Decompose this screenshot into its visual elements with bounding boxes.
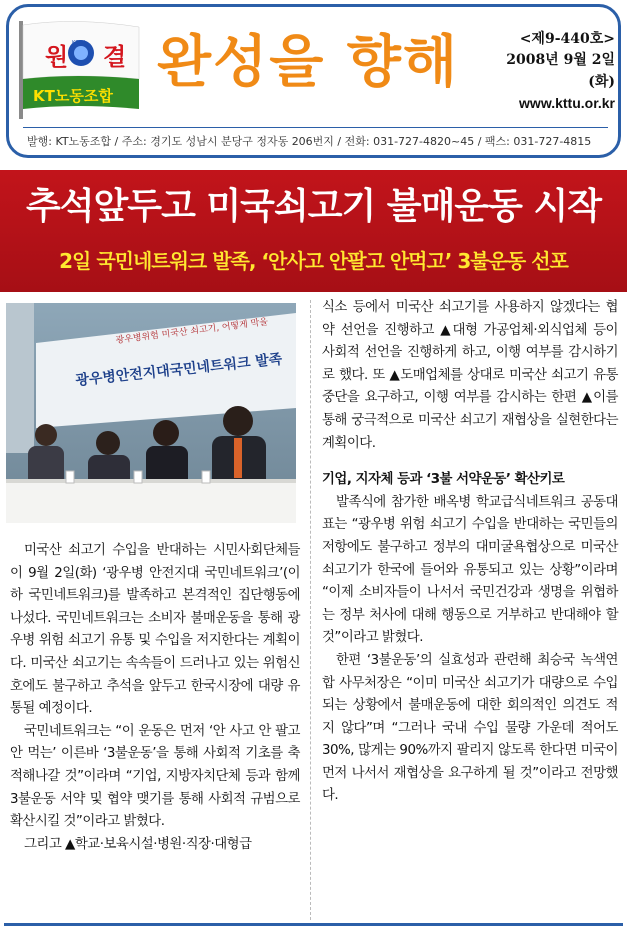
issue-number: <제9-440호> [519, 31, 615, 47]
photo-illustration [6, 303, 296, 523]
article-paragraph: 발족식에 참가한 배옥병 학교급식네트워크 공동대표는 “광우병 위험 쇠고기 수입을 반대하는 국민들의 저항에도 불구하고 정부의 대미굴욕협상으로 미국산 쇠고기가 한국에 들어와 유통되고 있는 상황”이라며 “이제 소비자들이 나서서 국민건강과 생명을 위협하는 정부 처사에 대해 행동으로 거부하고 반대해야 할 것”이라고 밝혔다. [322, 494, 618, 646]
issue-info [495, 29, 615, 113]
sub-headline: 2일 국민네트워크 발족, ‘안사고 안팔고 안먹고’ 3불운동 선포 [59, 249, 568, 273]
article-paragraph: 미국산 쇠고기 수입을 반대하는 시민사회단체들이 9월 2일(화) ‘광우병 안전지대 국민네트워크’(이하 국민네트워크)를 발족하고 본격적인 집단행동에 나섰다. 국민네트워크는 소비자 불매운동을 통해 광우병 위험 쇠고기 유통 및 수입을 저지한다는 계획이다. 미국산 쇠고기는 속속들이 드러나고 있는 위험신호에도 불구하고 추석을 앞두고 한국시장에 대량 유통될 예정이다. [10, 543, 300, 717]
article-paragraph: 그리고 ▲학교·보육시설·병원·직장·대형급 [24, 836, 252, 852]
masthead-divider [23, 127, 608, 128]
article-right-column [322, 297, 618, 808]
headline-banner [0, 170, 627, 292]
photo-banner-line2: 광우병안전지대국민네트워크 발족 [74, 351, 284, 389]
article-paragraph-continued: 식소 등에서 미국산 쇠고기를 사용하지 않겠다는 협약 선언을 진행하고 ▲대형 가공업체·외식업체 등이 사회적 선언을 진행하게 하고, 이행 여부를 감시하기로 했다. 또 ▲도매업체를 상대로 미국산 쇠고기 유통중단을 요구하고, 이행 여부를 감시하는 한편 ▲이를 통해 궁극적으로 미국산 쇠고기 재협상을 실현한다는 계획이다. [322, 300, 618, 451]
flag-text-top: 원 [45, 42, 69, 71]
flag-logo-text: KTTU [72, 40, 86, 46]
footer-rule [4, 923, 623, 926]
union-flag-logo [15, 17, 145, 121]
section-heading: 기업, 지자체 등과 ‘3불 서약운동’ 확산키로 [322, 472, 565, 488]
publisher-info: 발행: KT노동조합 / 주소: 경기도 성남시 분당구 정자동 206번지 / 전화: 031-727-4820~45 / 팩스: 031-727-4815 [27, 135, 592, 148]
newspaper-title: 완성을 향해 [157, 30, 459, 95]
article-paragraph: 한편 ‘3불운동’의 실효성과 관련해 최승국 녹색연합 사무처장은 “이미 미국산 쇠고기가 대량으로 수입되는 상황에서 불매운동에 대한 회의적인 의견도 적지 않다”며 “그러나 국내 수입 물량 가운데 적어도 30%, 많게는 90%까지 팔리지 않도록 한다면 미국이 먼저 나서서 재협상을 요구하게 될 것”이라고 전망했다. [322, 652, 618, 804]
flag-text-bottom: KT노동조합 [33, 87, 113, 105]
main-headline: 추석앞두고 미국쇠고기 불매운동 시작 [25, 186, 602, 227]
column-divider [310, 300, 311, 920]
flag-icon [15, 17, 145, 121]
article-paragraph: 국민네트워크는 “이 운동은 먼저 ‘안 사고 안 팔고 안 먹는’ 이른바 ‘3불운동’을 통해 사회적 기초를 축적해나갈 것”이라며 “기업, 지방자치단체 등과 함께 3불운동 서약 및 협약 맺기를 통해 사회적 규범으로 확산시킬 것”이라고 밝혔다. [10, 723, 300, 830]
photo-banner-line1: 광우병위험 미국산 쇠고기, 어떻게 막을 [115, 317, 269, 346]
issue-date: 2008년 9월 2일(화) [506, 52, 615, 90]
website-url[interactable]: www.kttu.or.kr [519, 95, 615, 111]
masthead [6, 4, 621, 158]
flag-text-top2: 결 [103, 42, 127, 71]
article-left-column [10, 540, 300, 856]
press-conference-photo [6, 303, 296, 523]
